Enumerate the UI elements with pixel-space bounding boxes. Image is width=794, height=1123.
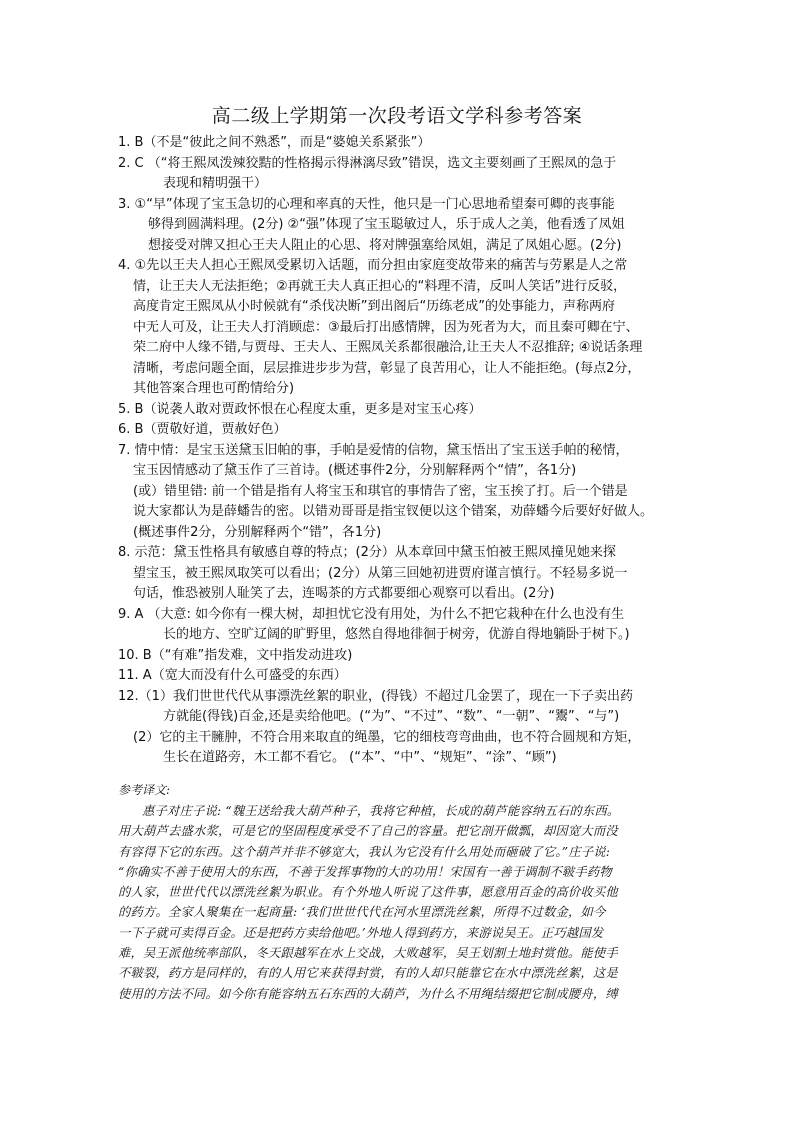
answer-line: 清晰，考虑问题全面，层层推进步步为营，彰显了良苦用心，让人不能拒绝。(每点2分， — [133, 360, 641, 376]
answer-line: 3. ①“早”体现了宝玉急切的心理和率真的天性，他只是一门心思地希望秦可卿的丧事能 — [118, 196, 615, 212]
answer-line: 10. B（“有难”指发难，文中指发动进攻) — [118, 647, 353, 663]
answer-line: 6. B（贾敬好道，贾赦好色） — [118, 422, 287, 437]
answer-line: 生长在道路旁，木工都不看它。 (“本”、“中”、“规矩”、“涂”、“顾”) — [163, 750, 557, 765]
answer-line: 情，让王夫人无法拒绝；②再就王夫人真正担心的“料理不清，反叫人笑话”进行反驳， — [133, 278, 627, 294]
answer-line: 4. ①先以王夫人担心王熙凤受累切入话题，而分担由家庭变故带来的痛苦与劳累是人之常 — [118, 258, 628, 273]
translation-line: 使用的方法不同。如今你有能容纳五石东西的大葫芦，为什么不用绳结缀把它制成腰舟，缚 — [118, 986, 618, 1001]
answer-line: 想接受对牌又担心王夫人阻止的心思、将对牌强塞给凤姐，满足了凤姐心愿。(2分) — [148, 237, 622, 253]
answer-line: 12.（1）我们世世代代从事漂洗丝絮的职业，(得钱）不超过几金罢了，现在一下子卖出药 — [118, 688, 634, 704]
answer-line: 说大家都认为是薛蟠告的密。以错劝哥哥是指宝钗便以这个错案，劝薛蟠今后要好好做人。 — [133, 504, 654, 519]
translation-line: 一下子就可卖得百金。还是把药方卖给他吧。’外地人得到药方，来游说吴王。正巧越国发 — [118, 925, 604, 940]
answer-line: 望宝玉，被王熙凤取笑可以看出；(2分）从第三回她初进贾府谨言慎行。不轻易多说一 — [133, 565, 628, 581]
answer-line: 中无人可及，让王夫人打消顾虑：③最后打出感情牌，因为死者为大，而且秦可卿在宁、 — [133, 319, 639, 335]
translation-line: 难，吴王派他统率部队，冬天跟越军在水上交战，大败越军，吴王划割土地封赏他。能使手 — [118, 946, 618, 961]
document-title: 高二级上学期第一次段考语文学科参考答案 — [211, 105, 583, 127]
answer-line: 长的地方、空旷辽阔的旷野里，悠然自得地徘徊于树旁，优游自得地躺卧于树下。) — [163, 627, 630, 642]
answer-line: 宝玉因情感动了黛玉作了三首诗。(概述事件2分，分别解释两个“情”，各1分) — [133, 463, 577, 478]
answer-line: (2）它的主干臃肿，不符合用来取直的绳墨，它的细枝弯弯曲曲，也不符合圆规和方矩， — [133, 729, 641, 745]
reference-translation-label: 参考译文: — [118, 783, 171, 797]
answer-line: 荣二府中人缘不错,与贾母、王夫人、王熙凤关系都很融洽,让王夫人不忍推辞; ④说话条理 — [133, 340, 643, 355]
answer-line: 11. A（宽大而没有什么可盛受的东西） — [118, 668, 347, 683]
answer-line: 句话，惟恐被别人耻笑了去，连喝茶的方式都要细心观察可以看出。(2分) — [133, 586, 555, 601]
answer-line: 表现和精明强干） — [163, 176, 268, 191]
answer-list — [118, 133, 698, 769]
translation-line: 用大葫芦去盛水浆，可是它的坚固程度承受不了自己的容量。把它剖开做瓢，却因宽大而没 — [118, 824, 618, 839]
translation-line: 不皲裂，药方是同样的，有的人用它来获得封赏，有的人却只能靠它在水中漂洗丝絮，这是 — [118, 966, 618, 981]
answer-line: 7. 情中情：是宝玉送黛玉旧帕的事，手帕是爱情的信物，黛玉悟出了宝玉送手帕的秘情， — [118, 442, 629, 458]
answer-line: 高度肯定王熙凤从小时候就有“杀伐决断”到出阁后“历练老成”的处事能力，声称两府 — [133, 299, 615, 314]
answer-line: 其他答案合理也可酌情给分) — [133, 381, 295, 396]
answer-line: 2. C （“将王熙凤泼辣狡黠的性格揭示得淋漓尽致”错误，选文主要刻画了王熙凤的急于 — [118, 155, 617, 171]
answer-line: 5. B（说袭人敢对贾政怀恨在心程度太重，更多是对宝玉心疼） — [118, 401, 482, 417]
answer-line: 方就能(得钱)百金,还是卖给他吧。(“为”、“不过”、“数”、“一朝”、“鬻”、“与”) — [163, 709, 620, 724]
answer-line: 1. B（不是“彼此之间不熟悉”，而是“婆媳关系紧张”） — [118, 135, 431, 150]
translation-line: “你确实不善于使用大的东西，不善于发挥事物的大的功用！宋国有一善于调制不皲手药物 — [118, 864, 612, 879]
translation-line: 有容得下它的东西。这个葫芦并非不够宽大，我认为它没有什么用处而砸破了它。”庄子说: — [118, 844, 611, 859]
answer-line: 9. A （大意: 如今你有一棵大树，却担忧它没有用处，为什么不把它栽种在什么也没有生 — [118, 606, 625, 622]
translation-line: 惠子对庄子说: “魏王送给我大葫芦种子，我将它种植，长成的葫芦能容纳五石的东西。 — [142, 804, 620, 818]
answer-line: 够得到圆满料理。(2分) ②“强”体现了宝玉聪敏过人，乐于成人之美，他看透了凤姐 — [148, 217, 625, 232]
answer-line: 8. 示范：黛玉性格具有敏感自尊的特点；(2分）从本章回中黛玉怕被王熙凤撞见她来探 — [118, 545, 616, 560]
answer-line: (或）错里错: 前一个错是指有人将宝玉和琪官的事情告了密，宝玉挨了打。后一个错是 — [133, 483, 628, 499]
translation-line: 的人家，世世代代以漂洗丝絮为职业。有个外地人听说了这件事，愿意用百金的高价收买他 — [118, 885, 618, 900]
reference-translation — [118, 801, 698, 1004]
answer-line: (概述事件2分，分别解释两个“错”，各1分) — [133, 524, 382, 540]
translation-line: 的药方。全家人聚集在一起商量: ‘我们世世代代在河水里漂洗丝絮，所得不过数金，如今 — [118, 905, 606, 920]
